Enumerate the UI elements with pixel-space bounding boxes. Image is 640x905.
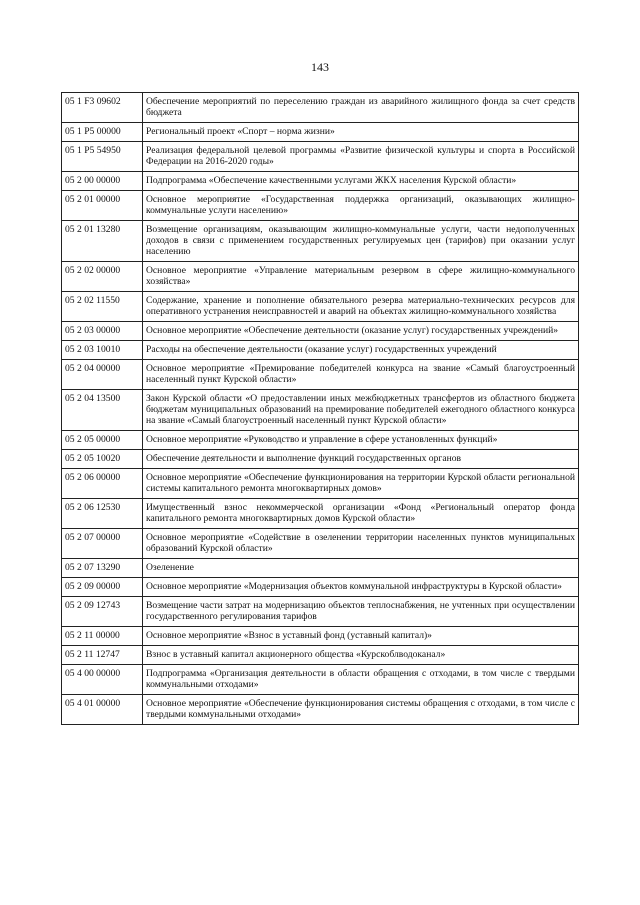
row-code: 05 2 01 13280 <box>62 221 143 262</box>
row-description: Реализация федеральной целевой программы «Развитие физической культуры и спорта в Российской Федерации на 2016-2020 годы» <box>143 142 579 172</box>
row-code: 05 4 01 00000 <box>62 695 143 725</box>
row-code: 05 2 04 13500 <box>62 390 143 431</box>
row-description: Основное мероприятие «Обеспечение деятельности (оказание услуг) государственных учреждений» <box>143 322 579 341</box>
row-description: Озеленение <box>143 559 579 578</box>
row-description: Основное мероприятие «Государственная поддержка организаций, оказывающих жилищно-коммунальные услуги населению» <box>143 191 579 221</box>
row-description: Основное мероприятие «Руководство и управление в сфере установленных функций» <box>143 431 579 450</box>
table-row <box>62 93 579 123</box>
row-code: 05 2 03 10010 <box>62 341 143 360</box>
table-row <box>62 191 579 221</box>
row-description: Основное мероприятие «Модернизация объектов коммунальной инфраструктуры в Курской области» <box>143 578 579 597</box>
table-row <box>62 341 579 360</box>
row-code: 05 2 05 10020 <box>62 450 143 469</box>
table-row <box>62 390 579 431</box>
table-row <box>62 646 579 665</box>
table-row <box>62 431 579 450</box>
row-description: Возмещение организациям, оказывающим жилищно-коммунальные услуги, части недополученных доходов в связи с применением государственных регулируемых цен (тарифов) при оказании услуг населению <box>143 221 579 262</box>
table-row <box>62 292 579 322</box>
table-row <box>62 450 579 469</box>
row-code: 05 2 07 13290 <box>62 559 143 578</box>
row-description: Основное мероприятие «Обеспечение функционирования системы обращения с отходами, в том числе с твердыми коммунальными отходами» <box>143 695 579 725</box>
table-row <box>62 322 579 341</box>
row-description: Имущественный взнос некоммерческой организации «Фонд «Региональный оператор фонда капитального ремонта многоквартирных домов Курской области» <box>143 499 579 529</box>
row-description: Подпрограмма «Организация деятельности в области обращения с отходами, в том числе с твердыми коммунальными отходами» <box>143 665 579 695</box>
row-code: 05 2 01 00000 <box>62 191 143 221</box>
row-code: 05 2 05 00000 <box>62 431 143 450</box>
table-row <box>62 665 579 695</box>
row-code: 05 2 09 12743 <box>62 597 143 627</box>
table-row <box>62 221 579 262</box>
row-description: Обеспечение мероприятий по переселению граждан из аварийного жилищного фонда за счет средств бюджета <box>143 93 579 123</box>
budget-classification-table <box>61 92 579 725</box>
row-code: 05 4 00 00000 <box>62 665 143 695</box>
table-row <box>62 499 579 529</box>
row-code: 05 2 06 12530 <box>62 499 143 529</box>
row-code: 05 2 07 00000 <box>62 529 143 559</box>
row-code: 05 2 02 11550 <box>62 292 143 322</box>
row-description: Подпрограмма «Обеспечение качественными услугами ЖКХ населения Курской области» <box>143 172 579 191</box>
table-row <box>62 360 579 390</box>
row-description: Основное мероприятие «Обеспечение функционирования на территории Курской области региональной системы капитального ремонта многоквартирных домов» <box>143 469 579 499</box>
table-row <box>62 172 579 191</box>
row-code: 05 1 F3 09602 <box>62 93 143 123</box>
row-description: Региональный проект «Спорт – норма жизни» <box>143 123 579 142</box>
row-code: 05 2 00 00000 <box>62 172 143 191</box>
row-description: Основное мероприятие «Содействие в озеленении территории населенных пунктов муниципальных образований Курской области» <box>143 529 579 559</box>
page-number: 143 <box>311 60 329 74</box>
table-row <box>62 142 579 172</box>
row-description: Обеспечение деятельности и выполнение функций государственных органов <box>143 450 579 469</box>
table-row <box>62 262 579 292</box>
row-code: 05 2 09 00000 <box>62 578 143 597</box>
row-code: 05 2 03 00000 <box>62 322 143 341</box>
row-code: 05 2 11 12747 <box>62 646 143 665</box>
table-row <box>62 469 579 499</box>
table-row <box>62 627 579 646</box>
row-code: 05 2 06 00000 <box>62 469 143 499</box>
row-description: Основное мероприятие «Премирование победителей конкурса на звание «Самый благоустроенный населенный пункт Курской области» <box>143 360 579 390</box>
row-description: Содержание, хранение и пополнение обязательного резерва материально-технических ресурсов для оперативного устранения неисправностей и аварий на объектах жилищно-коммунального хозяйства <box>143 292 579 322</box>
table-row <box>62 123 579 142</box>
row-description: Возмещение части затрат на модернизацию объектов теплоснабжения, не учтенных при осуществлении государственного регулирования тарифов <box>143 597 579 627</box>
table-row <box>62 559 579 578</box>
row-description: Расходы на обеспечение деятельности (оказание услуг) государственных учреждений <box>143 341 579 360</box>
row-code: 05 2 11 00000 <box>62 627 143 646</box>
table-row <box>62 695 579 725</box>
row-code: 05 1 P5 00000 <box>62 123 143 142</box>
row-code: 05 2 04 00000 <box>62 360 143 390</box>
row-description: Основное мероприятие «Управление материальным резервом в сфере жилищно-коммунального хозяйства» <box>143 262 579 292</box>
row-description: Закон Курской области «О предоставлении иных межбюджетных трансфертов из областного бюджета бюджетам муниципальных образований на премирование победителей ежегодного областного конкурса на звание «Самый благоустроенный населенный пункт Курской области» <box>143 390 579 431</box>
table-body <box>62 93 579 725</box>
table-row <box>62 578 579 597</box>
row-description: Взнос в уставный капитал акционерного общества «Курскоблводоканал» <box>143 646 579 665</box>
row-description: Основное мероприятие «Взнос в уставный фонд (уставный капитал)» <box>143 627 579 646</box>
row-code: 05 1 P5 54950 <box>62 142 143 172</box>
row-code: 05 2 02 00000 <box>62 262 143 292</box>
table-row <box>62 597 579 627</box>
table-row <box>62 529 579 559</box>
